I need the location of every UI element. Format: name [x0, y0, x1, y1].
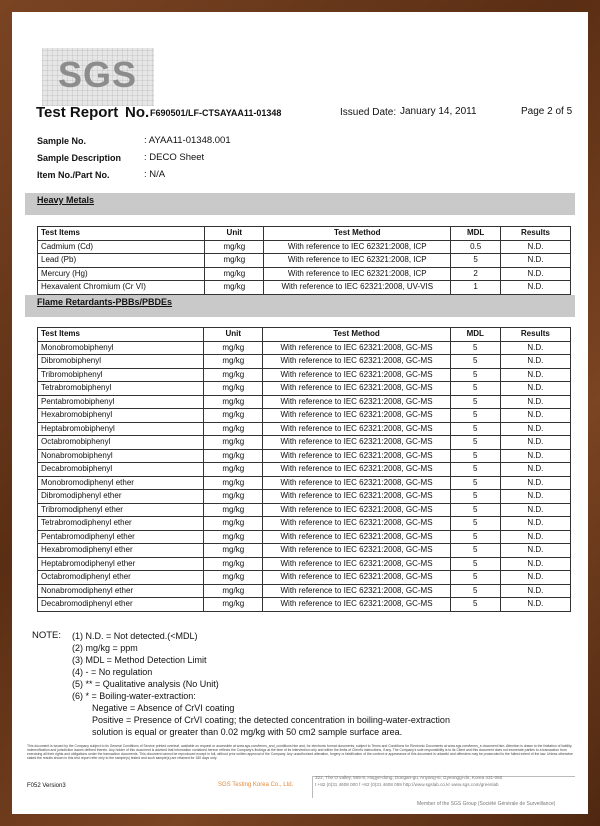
table-cell: Monobromobiphenyl — [38, 341, 204, 355]
table-cell: Pentabromodiphenyl ether — [38, 530, 204, 544]
table-cell: 5 — [450, 476, 500, 490]
address-line: 322, The O valley, 555-9, Hogye-dong, Dongan-gu, Anyang-si, Gyeonggi-do, Korea 431-080 — [315, 775, 503, 780]
sample-no-label: Sample No. — [37, 136, 87, 146]
table-cell: N.D. — [501, 267, 571, 281]
table-cell: mg/kg — [204, 355, 263, 369]
contact-line: t +82 (0)31 4608 000 f +82 (0)31 4608 059 http://www.sgslab.co.kr www.sgs.com/greenlab — [315, 782, 499, 787]
table-cell: mg/kg — [204, 544, 263, 558]
table-cell: N.D. — [500, 544, 570, 558]
note-detail-line: solution is equal or greater than 0.02 mg/kg with 50 cm2 sample surface area. — [92, 727, 403, 737]
issued-date: January 14, 2011 — [400, 106, 477, 117]
table-cell: mg/kg — [205, 240, 264, 254]
report-page — [12, 12, 588, 814]
table-row — [38, 463, 571, 477]
table-row — [38, 382, 571, 396]
table-cell: mg/kg — [204, 368, 263, 382]
table-cell: Monobromodiphenyl ether — [38, 476, 204, 490]
table-cell: mg/kg — [204, 395, 263, 409]
table-cell: 5 — [450, 557, 500, 571]
company-name: SGS Testing Korea Co., Ltd. — [218, 782, 294, 788]
column-header: Unit — [205, 227, 264, 241]
table-row — [38, 530, 571, 544]
column-header: Results — [500, 328, 570, 342]
table-cell: mg/kg — [204, 584, 263, 598]
table-cell: N.D. — [500, 557, 570, 571]
table-cell: Heptabromobiphenyl — [38, 422, 204, 436]
table-cell: 5 — [450, 544, 500, 558]
table-cell: N.D. — [500, 382, 570, 396]
table-cell: Octabromobiphenyl — [38, 436, 204, 450]
table-cell: 5 — [450, 422, 500, 436]
table-cell: N.D. — [500, 476, 570, 490]
table-row — [38, 281, 571, 295]
column-header: MDL — [450, 328, 500, 342]
table-cell: Lead (Pb) — [38, 254, 205, 268]
table-cell: 5 — [450, 571, 500, 585]
table-cell: N.D. — [500, 436, 570, 450]
sgs-logo — [42, 48, 154, 106]
column-header: Test Method — [263, 328, 450, 342]
table-cell: With reference to IEC 62321:2008, GC-MS — [263, 530, 450, 544]
table-cell: 5 — [450, 449, 500, 463]
table-cell: With reference to IEC 62321:2008, ICP — [264, 267, 451, 281]
table-cell: 5 — [450, 341, 500, 355]
section-title: Flame Retardants-PBBs/PBDEs — [37, 297, 173, 307]
table-cell: Heptabromodiphenyl ether — [38, 557, 204, 571]
table-cell: Mercury (Hg) — [38, 267, 205, 281]
report-no-label: No. — [125, 104, 150, 121]
table-cell: With reference to IEC 62321:2008, GC-MS — [263, 422, 450, 436]
table-cell: Nonabromodiphenyl ether — [38, 584, 204, 598]
fine-print: This document is issued by the Company subject to its General Conditions of Service printed overleaf, available on request or accessible at www.sgs.com/terms_and_conditions.htm and, for electronic format documents, subject to Terms and Conditions for Electronic Documents at www.sgs.com/terms_e-document.htm. Attention is drawn to the limitation of liability, indemnification and jurisdiction issues defined therein. Any holder of this document is advised that information contained hereon reflects the Company's findings at the time of its intervention only and within the limits of Client's instructions, if any. The Company's sole responsibility is to its Client and this document does not exonerate parties to a transaction from exercising all their rights and obligations under the transaction documents. This document cannot be reproduced except in full, without prior written approval of the Company. Any unauthorized alteration, forgery or falsification of the content or appearance of this document is unlawful and offenders may be prosecuted to the fullest extent of the law. Unless otherwise stated the results shown in this test report refer only to the sample(s) tested and such sample(s) are retained for 180 days only. — [27, 744, 573, 760]
table-cell: mg/kg — [204, 422, 263, 436]
table-cell: 5 — [450, 598, 500, 612]
column-header: Test Items — [38, 227, 205, 241]
table-cell: With reference to IEC 62321:2008, GC-MS — [263, 598, 450, 612]
table-cell: Nonabromobiphenyl — [38, 449, 204, 463]
table-cell: mg/kg — [204, 571, 263, 585]
table-row — [38, 517, 571, 531]
table-cell: With reference to IEC 62321:2008, GC-MS — [263, 490, 450, 504]
table-row — [38, 598, 571, 612]
table-cell: Pentabromobiphenyl — [38, 395, 204, 409]
table-cell: Decabromobiphenyl — [38, 463, 204, 477]
table-cell: mg/kg — [204, 463, 263, 477]
table-cell: With reference to IEC 62321:2008, ICP — [264, 240, 451, 254]
table-cell: Dibromobiphenyl — [38, 355, 204, 369]
table-cell: 5 — [450, 490, 500, 504]
table-cell: mg/kg — [204, 409, 263, 423]
table-cell: With reference to IEC 62321:2008, GC-MS — [263, 476, 450, 490]
table-row — [38, 341, 571, 355]
table-cell: With reference to IEC 62321:2008, GC-MS — [263, 463, 450, 477]
table-cell: N.D. — [500, 341, 570, 355]
company-address — [315, 774, 502, 788]
table-row — [38, 409, 571, 423]
table-cell: Tetrabromodiphenyl ether — [38, 517, 204, 531]
table-cell: With reference to IEC 62321:2008, GC-MS — [263, 355, 450, 369]
flame-retardants-table — [37, 327, 571, 612]
table-cell: mg/kg — [204, 382, 263, 396]
table-cell: 1 — [451, 281, 501, 295]
item-no-label: Item No./Part No. — [37, 170, 110, 180]
table-row — [38, 355, 571, 369]
table-cell: 0.5 — [451, 240, 501, 254]
table-row — [38, 476, 571, 490]
table-cell: mg/kg — [204, 557, 263, 571]
table-cell: N.D. — [501, 254, 571, 268]
table-cell: N.D. — [501, 281, 571, 295]
table-row — [38, 422, 571, 436]
report-number: F690501/LF-CTSAYAA11-01348 — [150, 108, 282, 118]
column-header: Unit — [204, 328, 263, 342]
table-cell: mg/kg — [204, 436, 263, 450]
table-cell: N.D. — [500, 571, 570, 585]
table-cell: 5 — [450, 530, 500, 544]
column-header: Test Items — [38, 328, 204, 342]
table-cell: 5 — [450, 409, 500, 423]
table-cell: With reference to IEC 62321:2008, GC-MS — [263, 557, 450, 571]
table-cell: 5 — [450, 503, 500, 517]
table-cell: mg/kg — [205, 267, 264, 281]
table-cell: Decabromodiphenyl ether — [38, 598, 204, 612]
table-cell: With reference to IEC 62321:2008, UV-VIS — [264, 281, 451, 295]
table-row — [38, 584, 571, 598]
table-cell: Hexavalent Chromium (Cr VI) — [38, 281, 205, 295]
section-flame-retardants — [25, 295, 575, 317]
column-header: Results — [501, 227, 571, 241]
heavy-metals-table — [37, 226, 571, 295]
table-cell: With reference to IEC 62321:2008, GC-MS — [263, 503, 450, 517]
table-cell: N.D. — [500, 503, 570, 517]
report-title: Test Report — [36, 104, 119, 121]
table-cell: With reference to IEC 62321:2008, GC-MS — [263, 436, 450, 450]
table-cell: N.D. — [500, 463, 570, 477]
note-line: (2) mg/kg = ppm — [72, 643, 138, 653]
note-line: (1) N.D. = Not detected.(<MDL) — [72, 631, 198, 641]
table-cell: mg/kg — [204, 517, 263, 531]
table-cell: 5 — [450, 463, 500, 477]
table-cell: N.D. — [500, 395, 570, 409]
table-cell: mg/kg — [204, 598, 263, 612]
table-row — [38, 368, 571, 382]
table-cell: Hexabromodiphenyl ether — [38, 544, 204, 558]
note-line: (4) - = No regulation — [72, 667, 153, 677]
table-cell: Tribromobiphenyl — [38, 368, 204, 382]
table-cell: Cadmium (Cd) — [38, 240, 205, 254]
table-cell: 5 — [450, 382, 500, 396]
table-row — [38, 503, 571, 517]
table-row — [38, 449, 571, 463]
note-detail-line: Positive = Presence of CrVI coating; the detected concentration in boiling-water-extraction — [92, 715, 450, 725]
sgs-membership: Member of the SGS Group (Société Générale de Surveillance) — [417, 801, 556, 807]
table-cell: Octabromodiphenyl ether — [38, 571, 204, 585]
table-cell: mg/kg — [204, 476, 263, 490]
form-version: F052 Version3 — [27, 783, 66, 789]
sample-description-label: Sample Description — [37, 153, 122, 163]
table-cell: 5 — [450, 355, 500, 369]
table-header-row — [38, 227, 571, 241]
note-label: NOTE: — [32, 630, 62, 641]
table-row — [38, 571, 571, 585]
table-row — [38, 490, 571, 504]
table-cell: mg/kg — [204, 530, 263, 544]
table-cell: With reference to IEC 62321:2008, GC-MS — [263, 517, 450, 531]
table-cell: Dibromodiphenyl ether — [38, 490, 204, 504]
table-row — [38, 240, 571, 254]
table-cell: With reference to IEC 62321:2008, GC-MS — [263, 571, 450, 585]
table-cell: 5 — [450, 436, 500, 450]
table-cell: mg/kg — [204, 503, 263, 517]
note-line: (3) MDL = Method Detection Limit — [72, 655, 207, 665]
table-cell: N.D. — [501, 240, 571, 254]
logo-text: SGS — [58, 54, 138, 95]
table-cell: With reference to IEC 62321:2008, GC-MS — [263, 409, 450, 423]
table-cell: N.D. — [500, 517, 570, 531]
table-cell: N.D. — [500, 409, 570, 423]
table-row — [38, 395, 571, 409]
table-cell: 5 — [451, 254, 501, 268]
section-heavy-metals — [25, 193, 575, 215]
sample-description-value: : DECO Sheet — [144, 152, 205, 163]
column-header: MDL — [451, 227, 501, 241]
section-title: Heavy Metals — [37, 195, 95, 205]
table-cell: mg/kg — [204, 490, 263, 504]
table-cell: 5 — [450, 368, 500, 382]
table-cell: Tribromodiphenyl ether — [38, 503, 204, 517]
table-cell: N.D. — [500, 530, 570, 544]
table-cell: 2 — [451, 267, 501, 281]
table-cell: With reference to IEC 62321:2008, GC-MS — [263, 584, 450, 598]
table-cell: With reference to IEC 62321:2008, GC-MS — [263, 395, 450, 409]
table-cell: With reference to IEC 62321:2008, ICP — [264, 254, 451, 268]
item-no-value: : N/A — [144, 169, 166, 180]
table-cell: mg/kg — [204, 449, 263, 463]
table-cell: N.D. — [500, 355, 570, 369]
table-row — [38, 254, 571, 268]
table-cell: With reference to IEC 62321:2008, GC-MS — [263, 341, 450, 355]
table-cell: N.D. — [500, 449, 570, 463]
table-cell: N.D. — [500, 368, 570, 382]
issued-date-label: Issued Date: — [340, 107, 397, 118]
table-cell: mg/kg — [204, 341, 263, 355]
note-detail-line: Negative = Absence of CrVI coating — [92, 703, 235, 713]
note-line: (6) * = Boiling-water-extraction: — [72, 691, 196, 701]
footer-divider-vertical — [312, 776, 313, 798]
table-cell: 5 — [450, 584, 500, 598]
sample-no-value: : AYAA11-01348.001 — [144, 135, 231, 146]
page-number: Page 2 of 5 — [521, 106, 573, 117]
table-cell: Hexabromobiphenyl — [38, 409, 204, 423]
column-header: Test Method — [264, 227, 451, 241]
table-row — [38, 436, 571, 450]
table-cell: mg/kg — [205, 254, 264, 268]
table-row — [38, 544, 571, 558]
notes-list — [72, 630, 450, 738]
table-cell: N.D. — [500, 490, 570, 504]
note-line: (5) ** = Qualitative analysis (No Unit) — [72, 679, 219, 689]
table-row — [38, 557, 571, 571]
table-cell: 5 — [450, 517, 500, 531]
table-cell: N.D. — [500, 598, 570, 612]
table-cell: 5 — [450, 395, 500, 409]
table-header-row — [38, 328, 571, 342]
table-row — [38, 267, 571, 281]
table-cell: mg/kg — [205, 281, 264, 295]
table-cell: N.D. — [500, 584, 570, 598]
table-cell: N.D. — [500, 422, 570, 436]
table-cell: Tetrabromobiphenyl — [38, 382, 204, 396]
table-cell: With reference to IEC 62321:2008, GC-MS — [263, 382, 450, 396]
table-cell: With reference to IEC 62321:2008, GC-MS — [263, 544, 450, 558]
table-cell: With reference to IEC 62321:2008, GC-MS — [263, 449, 450, 463]
table-cell: With reference to IEC 62321:2008, GC-MS — [263, 368, 450, 382]
